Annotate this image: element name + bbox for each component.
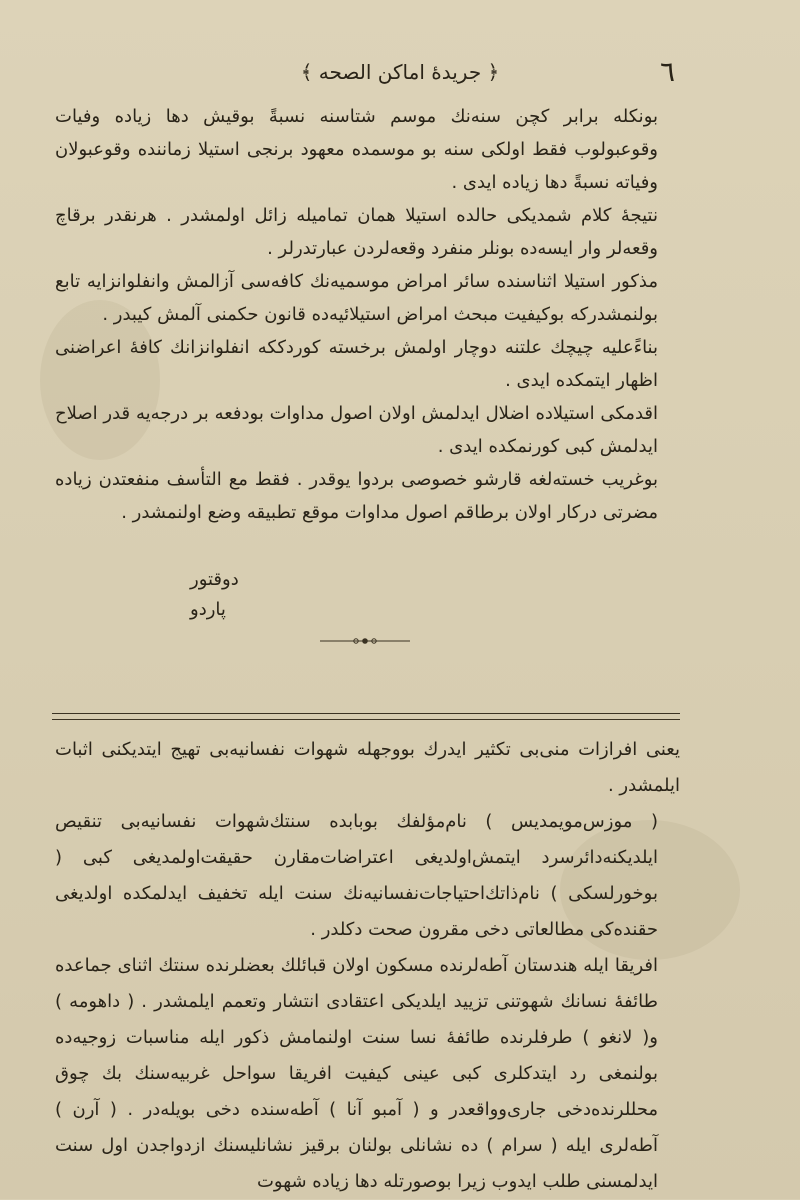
author-signature: [190, 565, 239, 625]
paragraph: اقدمكى استيلاده اضلال ايدلمش اولان اصول مداوات بودفعه بر درجه‌يه قدر اصلاح ايدلمش كبى كورنمكده ايدى .: [55, 403, 658, 457]
ornament-divider-icon: [320, 634, 410, 648]
paragraph: بونكله برابر كچن سنه‌نك موسم شتاسنه نسبةً بوقيش دها زياده وفيات وقوعبولوب فقط اولكى سنه بو موسمده معهود برنجى استيلا زماننده وقوعبولان وفياته نسبةً دها زياده ايدى .: [55, 106, 658, 193]
paragraph: افريقا ايله هندستان آطه‌لرنده مسكون اولان قبائلك بعضلرنده سنتك اثناى جماعده طائفهٔ نسانك شهوتنى تزييد ايلديكى اعتقادى انتشار وتعمم ايلمشدر . ( داهومه ) و( لانغو ) طرفلرنده طائفهٔ نسا سنت اولنمامش ذكور ايله مناسبات زوجيه‌ده بولنمغى رد ايتدكلرى كبى عينى كيفيت افريقا سواحل غربيه‌سنك بك چوق محللرنده‌دخى جارى‌وواقعدر و ( آمبو آنا ) آطه‌سنده دخى بويله‌در . ( آرن ) آطه‌لرى ايله ( سرام ) ده نشانلى بولنان برقيز نشانليسنك ازدواجدن اول سنت ايدلمسنى طلب ايدوب زيرا بوصورتله دها زياده شهوت: [55, 955, 658, 1192]
section-divider: [52, 713, 680, 720]
page-header: [0, 56, 800, 92]
paragraph: بناءًعليه چيچك علتنه دوچار اولمش برخسته كوردككه انفلوانزانك كافهٔ اعراضنى اظهار ايتمكده ايدى .: [55, 337, 658, 391]
article-body-top: [55, 100, 680, 529]
paragraph: ( موزس‌مويمديس ) نام‌مؤلفك بوبابده سنتك‌شهوات نفسانيه‌بى تنقيص ايلديكنه‌دائرسرد ايتمش‌اولديغى اعتراضات‌مقارن حقيقت‌اولمديغى كبى ( بوخورلسكى ) نام‌ذاتك‌احتياجات‌نفسانيه‌نك سنت ايله تخفيف ايدلمكده اولديغى حقنده‌كى مطالعاتى دخى مقرون صحت دكلدر .: [55, 811, 658, 940]
author-name: پاردو: [190, 599, 226, 620]
article-body-bottom: [55, 732, 680, 1200]
paragraph: يعنى افرازات منى‌بى تكثير ايدرك بووجهله شهوات نفسانيه‌بى تهيج ايتديكنى اثبات ايلمشدر .: [55, 739, 680, 796]
paragraph: مذكور استيلا اثناسنده سائر امراض موسميه‌نك كافه‌سى آزالمش وانفلوانزايه تابع بولنمشدركه بوكيفيت مبحث امراض استيلائيه‌ده قانون حكمنى آلمش كيبدر .: [55, 271, 658, 325]
paragraph: بوغريب خسته‌لغه قارشو خصوصى بردوا يوقدر . فقط مع التأسف منفعتدن زياده مضرتى دركار اولان برطاقم اصول مداوات موقع تطبيقه وضع اولنمشدر .: [55, 469, 658, 523]
paragraph: نتيجهٔ كلام شمديكى حالده استيلا همان تماميله زائل اولمشدر . هرنقدر برقاچ وقعه‌لر وار ايسه‌ده بونلر منفرد وقعه‌لردن عبارتدرلر .: [55, 205, 658, 259]
running-title: ﴿ جريدهٔ اماكن الصحه ﴾: [300, 60, 500, 84]
page-number: ٦: [659, 55, 675, 88]
author-title: دوقتور: [190, 569, 239, 590]
